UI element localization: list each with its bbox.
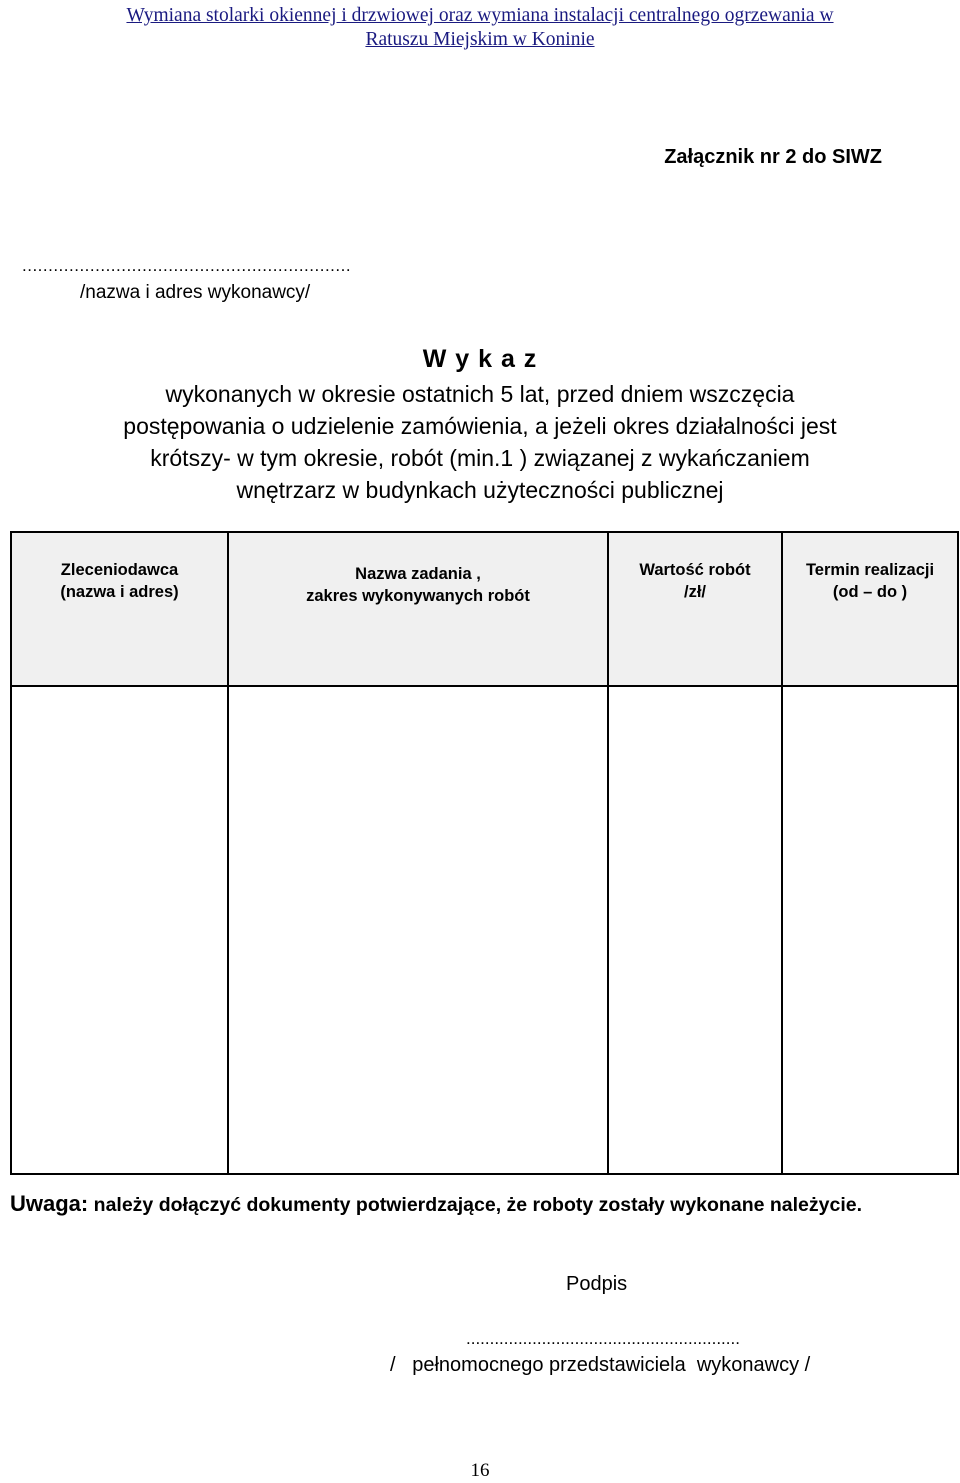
- table-header-row: [11, 532, 958, 686]
- note: [2, 1189, 950, 1220]
- column-header-value: Wartość robót /zł/: [608, 532, 782, 686]
- note-lead: Uwaga:: [10, 1191, 89, 1216]
- signature-dots: ..........................................................: [466, 1329, 740, 1348]
- cell-task[interactable]: [228, 686, 608, 1174]
- contractor-label: /nazwa i adres wykonawcy/: [80, 282, 311, 303]
- subtitle-line-3: krótszy- w tym okresie, robót (min.1 ) związanej z wykańczaniem: [150, 445, 810, 471]
- subtitle-line-4: wnętrzarz w budynkach użyteczności publicznej: [236, 477, 724, 503]
- works-table: [10, 531, 959, 1175]
- column-header-client: Zleceniodawca (nazwa i adres): [11, 532, 228, 686]
- cell-term[interactable]: [782, 686, 958, 1174]
- subtitle-line-1: wykonanych w okresie ostatnich 5 lat, przed dniem wszczęcia: [165, 381, 795, 407]
- page-number: 16: [470, 1460, 490, 1481]
- document-header: [0, 4, 960, 52]
- header-line-2: Ratuszu Miejskim w Koninie: [365, 29, 595, 50]
- title-block: [0, 344, 960, 506]
- table-row: [11, 686, 958, 1174]
- column-header-term: Termin realizacji (od – do ): [782, 532, 958, 686]
- note-text: należy dołączyć dokumenty potwierdzające, że roboty zostały wykonane należycie.: [88, 1194, 863, 1216]
- signature-label: Podpis: [566, 1273, 628, 1295]
- header-line-1: Wymiana stolarki okiennej i drzwiowej oraz wymiana instalacji centralnego ogrzewania w: [126, 5, 834, 26]
- annex-label: Załącznik nr 2 do SIWZ: [664, 146, 882, 168]
- signature-caption: / pełnomocnego przedstawiciela wykonawcy /: [390, 1354, 811, 1376]
- contractor-dots: ...............................................................: [22, 256, 352, 275]
- cell-value[interactable]: [608, 686, 782, 1174]
- column-header-task: Nazwa zadania , zakres wykonywanych robót: [228, 532, 608, 686]
- document-title: W y k a z: [422, 345, 538, 373]
- cell-client[interactable]: [11, 686, 228, 1174]
- document-subtitle: [0, 378, 960, 506]
- subtitle-line-2: postępowania o udzielenie zamówienia, a jeżeli okres działalności jest: [123, 413, 837, 439]
